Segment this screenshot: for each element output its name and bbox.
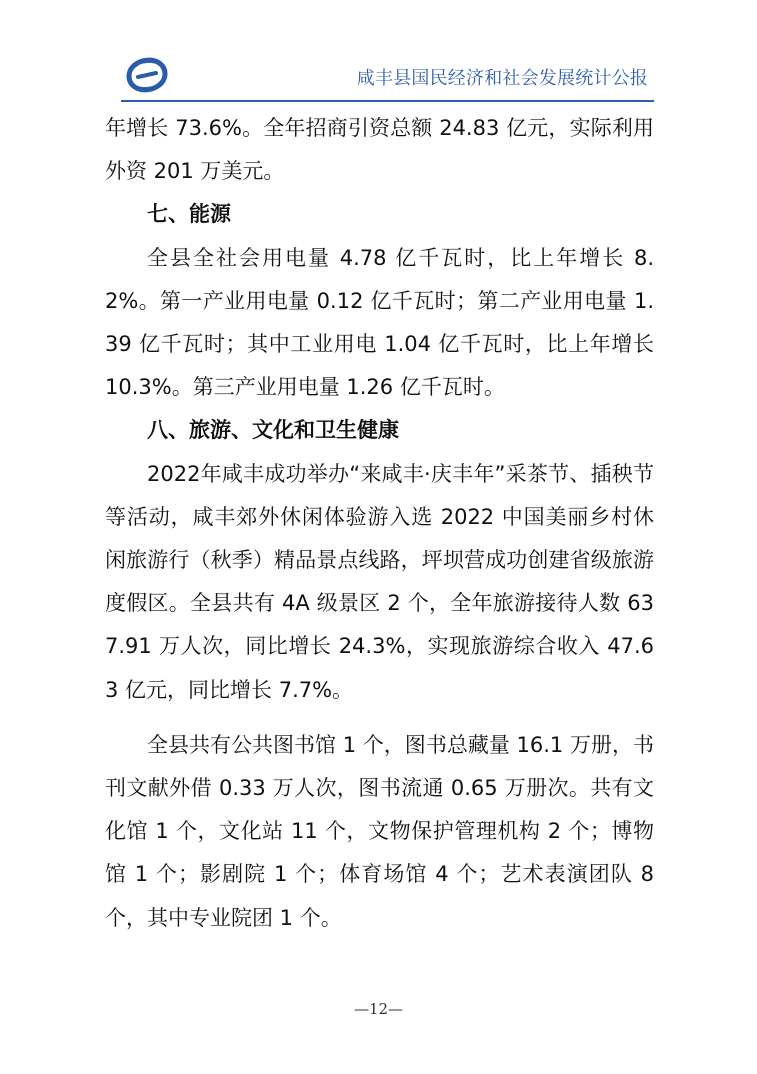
page-number: —12—: [353, 1000, 404, 1018]
section-heading-energy: 七、能源: [147, 202, 231, 227]
statistics-bureau-logo-icon: [124, 55, 170, 95]
header-divider: [121, 100, 654, 102]
paragraph-culture: 全县共有公共图书馆 1 个，图书总藏量 16.1 万册，书刊文献外借 0.33 万人次，图书流通 0.65 万册次。共有文化馆 1 个，文化站 11 个，文物保护管理机构 2 个；博物馆 1 个；影剧院 1 个；体育场馆 4 个；艺术表演团队 8 个，其中专业院团 1 个。: [105, 732, 654, 930]
document-body: [105, 107, 654, 940]
paragraph-gap: [105, 712, 654, 724]
paragraph-continuation: 年增长 73.6%。全年招商引资总额 24.83 亿元，实际利用外资 201 万美元。: [105, 116, 654, 184]
section-heading-tourism-culture-health: 八、旅游、文化和卫生健康: [147, 418, 399, 443]
header-title: 咸丰县国民经济和社会发展统计公报: [356, 68, 648, 89]
page-header: [121, 52, 654, 102]
paragraph-tourism: 2022年咸丰成功举办“来咸丰·庆丰年”采茶节、插秧节等活动，咸丰郊外休闲体验游入选 2022 中国美丽乡村休闲旅游行（秋季）精品景点线路，坪坝营成功创建省级旅游度假区。全县共有 4A 级景区 2 个，全年旅游接待人数 637.91 万人次，同比增长 24.3%，实现旅游综合收入 47.63 亿元，同比增长 7.7%。: [105, 461, 654, 702]
paragraph-energy: 全县全社会用电量 4.78 亿千瓦时，比上年增长 8.2%。第一产业用电量 0.12 亿千瓦时；第二产业用电量 1.39 亿千瓦时；其中工业用电 1.04 亿千瓦时，比上年增长 10.3%。第三产业用电量 1.26 亿千瓦时。: [105, 245, 654, 400]
